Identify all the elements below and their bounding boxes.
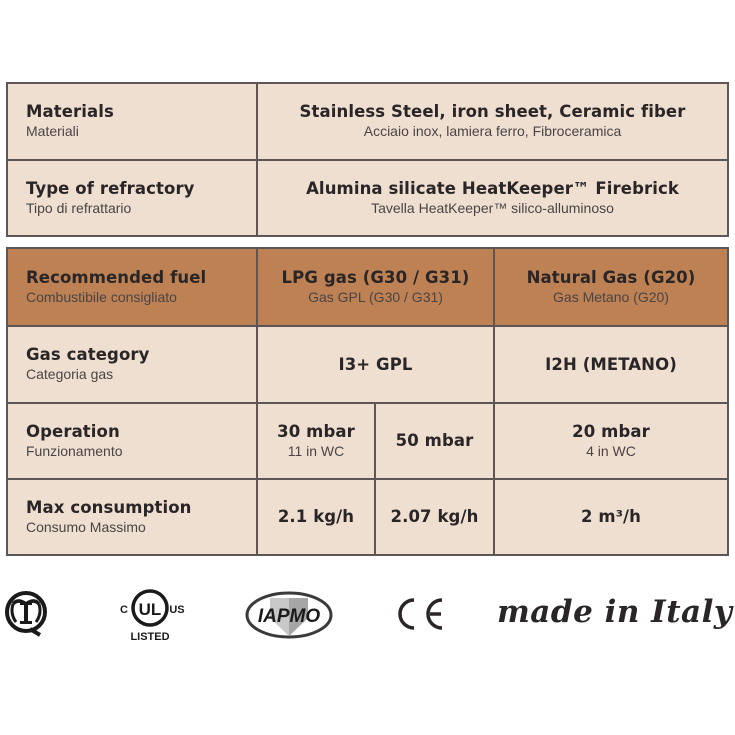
made-in-italy-text: made in Italy — [497, 594, 733, 630]
max-consumption-lpg-30 — [258, 480, 374, 554]
value-sub: 4 in WC — [586, 442, 636, 459]
fuel-table — [6, 247, 729, 556]
label-it: Categoria gas — [26, 366, 114, 382]
label-it: Materiali — [26, 123, 79, 139]
materials-table — [6, 82, 729, 237]
gas-category-ng — [495, 327, 727, 402]
label-it: Combustibile consigliato — [26, 288, 177, 305]
operation-label — [8, 404, 256, 478]
gas-category-label — [8, 327, 256, 402]
label-en: Max consumption — [26, 497, 192, 517]
value-it: Tavella HeatKeeper™ silico-alluminoso — [371, 199, 614, 216]
svg-text:US: US — [169, 604, 185, 616]
label-it: Consumo Massimo — [26, 518, 146, 535]
lpg-it: Gas GPL (G30 / G31) — [308, 288, 443, 305]
svg-text:IAPMO: IAPMO — [257, 606, 321, 627]
ul-listed-logo-icon — [115, 588, 187, 644]
lpg-header — [258, 249, 493, 325]
max-consumption-label — [8, 480, 256, 554]
value: I3+ GPL — [338, 354, 413, 374]
max-consumption-lpg-50 — [376, 480, 493, 554]
label-it: Funzionamento — [26, 442, 123, 459]
value-en: Alumina silicate HeatKeeper™ Firebrick — [306, 178, 679, 198]
fuel-header-label — [8, 249, 256, 325]
ng-header — [495, 249, 727, 325]
label-en: Operation — [26, 421, 120, 441]
materials-value — [258, 84, 727, 159]
value: 20 mbar — [572, 421, 650, 441]
gas-category-lpg — [258, 327, 493, 402]
value-sub: 11 in WC — [287, 442, 345, 459]
value: 2 m³/h — [580, 507, 642, 526]
value-it: Acciaio inox, lamiera ferro, Fibroceramica — [363, 123, 622, 139]
materials-label — [8, 84, 256, 159]
operation-lpg-30 — [258, 404, 374, 478]
max-consumption-ng — [495, 480, 727, 554]
imq-logo-icon — [4, 590, 50, 638]
value-en: Stainless Steel, iron sheet, Ceramic fiber — [299, 102, 686, 121]
value: 30 mbar — [277, 421, 355, 441]
iapmo-logo-icon — [244, 588, 334, 644]
value: 50 mbar — [395, 431, 474, 450]
operation-lpg-50 — [376, 404, 493, 478]
svg-text:UL: UL — [138, 600, 162, 619]
ng-it: Gas Metano (G20) — [553, 288, 669, 305]
ce-mark-icon — [392, 596, 448, 632]
label-en: Recommended fuel — [26, 267, 207, 287]
label-en: Materials — [26, 102, 114, 121]
value: 2.1 kg/h — [277, 507, 355, 526]
refractory-value — [258, 161, 727, 235]
svg-text:C: C — [120, 604, 128, 616]
value: I2H (METANO) — [545, 354, 677, 374]
lpg-en: LPG gas (G30 / G31) — [281, 267, 470, 287]
operation-ng — [495, 404, 727, 478]
value: 2.07 kg/h — [390, 507, 479, 526]
label-en: Type of refractory — [26, 178, 195, 198]
refractory-label — [8, 161, 256, 235]
label-en: Gas category — [26, 345, 150, 364]
label-it: Tipo di refrattario — [26, 199, 132, 216]
ng-en: Natural Gas (G20) — [526, 267, 696, 287]
svg-text:LISTED: LISTED — [130, 631, 170, 643]
made-in-italy-logo — [497, 590, 733, 634]
